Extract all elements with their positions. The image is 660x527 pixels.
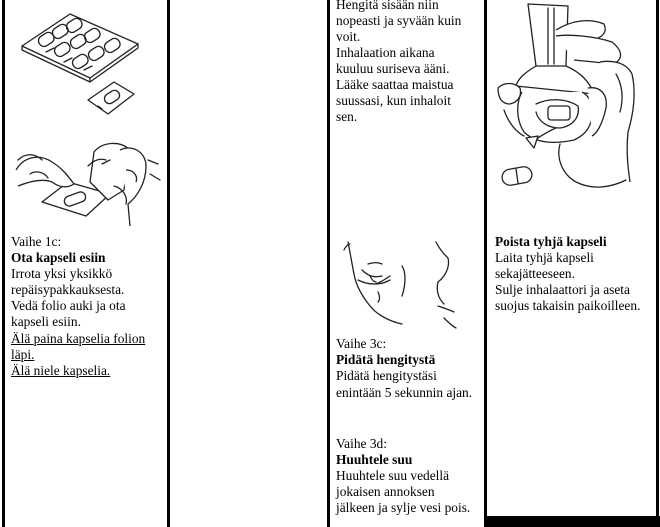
inhale-line: Hengitä sisään niin	[336, 0, 439, 12]
step-3d-line: jälkeen ja sylje vesi pois.	[336, 500, 471, 515]
step-1c-line: Vedä folio auki ja ota	[11, 298, 126, 313]
step-3d-label: Vaihe 3d:	[336, 436, 387, 451]
remove-capsule-line: suojus takaisin paikoilleen.	[495, 298, 641, 313]
inhale-line: kuuluu suriseva ääni.	[336, 61, 450, 76]
inhale-line: nopeasti ja syvään kuin	[336, 13, 462, 28]
table-bottom-bar	[486, 516, 660, 527]
inhale-line: Inhalaation aikana	[336, 45, 435, 60]
inhale-line: Lääke saattaa maistua	[336, 77, 454, 92]
step-1c-line: kapseli esiin.	[11, 314, 81, 329]
remove-capsule-line: Sulje inhalaattori ja aseta	[495, 282, 630, 297]
column-divider-right	[656, 0, 659, 527]
remove-capsule-line: Laita tyhjä kapseli	[495, 250, 594, 265]
inhaler-remove-capsule-illustration	[496, 2, 646, 197]
face-holding-breath-illustration	[340, 236, 470, 331]
step-1c-line: repäisypakkauksesta.	[11, 282, 125, 297]
step-3c-line: enintään 5 sekunnin ajan.	[336, 385, 473, 400]
inhale-line: voit.	[336, 29, 361, 44]
step-3d-line: Huuhtele suu vedellä	[336, 468, 450, 483]
step-1c-warning: Älä niele kapselia.	[11, 363, 111, 378]
inhale-line: sen.	[336, 109, 358, 124]
step-3c-label: Vaihe 3c:	[336, 336, 387, 351]
blister-pack-illustration	[18, 8, 138, 118]
step-1c-warning: Älä paina kapselia folion	[11, 331, 146, 346]
step-1c-title: Ota kapseli esiin	[11, 250, 106, 265]
remove-capsule-title: Poista tyhjä kapseli	[495, 234, 607, 249]
column-divider-3	[484, 0, 487, 527]
step-1c-line: Irrota yksi yksikkö	[11, 266, 113, 281]
step-3c-line: Pidätä hengitystäsi	[336, 368, 437, 383]
step-3d-title: Huuhtele suu	[336, 452, 413, 467]
column-divider-left	[2, 0, 5, 527]
column-divider-2	[327, 0, 330, 527]
remove-capsule-line: sekajätteeseen.	[495, 266, 575, 281]
step-3d-line: jokaisen annoksen	[336, 484, 435, 499]
step-1c-warning: läpi.	[11, 347, 35, 362]
column-divider-1	[167, 0, 170, 527]
step-3c-title: Pidätä hengitystä	[336, 352, 436, 367]
step-1c-label: Vaihe 1c:	[11, 234, 62, 249]
peel-foil-illustration	[12, 130, 162, 230]
inhale-line: suussasi, kun inhaloit	[336, 93, 451, 108]
